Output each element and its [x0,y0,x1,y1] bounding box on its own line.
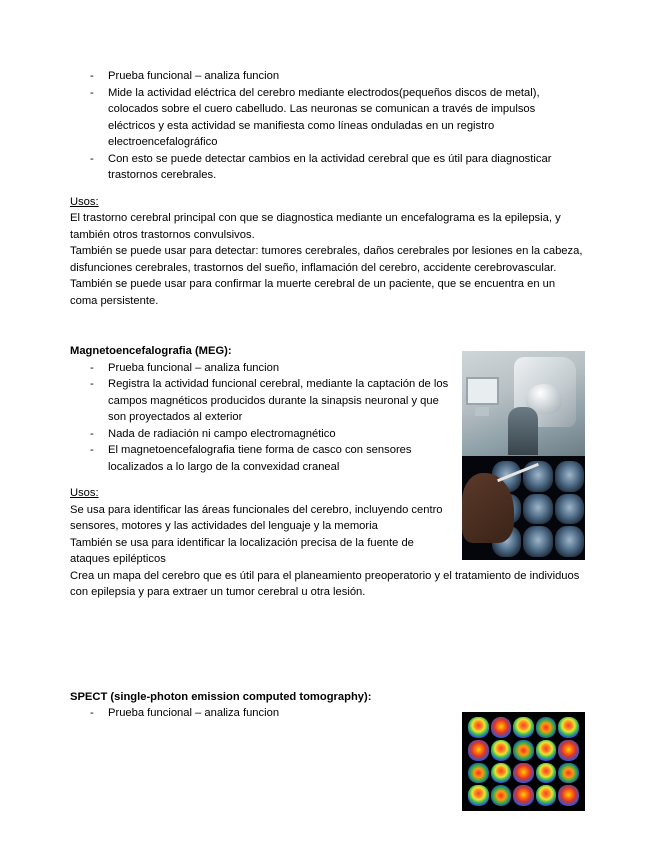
spect-scan-slice [468,763,489,784]
spect-scan-slice [513,763,534,784]
spect-scan-grid [468,717,579,806]
eeg-bullet-list [70,68,585,184]
eeg-usos-label: Usos: [70,195,99,208]
meg-heading: Magnetoencefalografia (MEG): [70,345,232,357]
bullet-dash: - [90,86,94,99]
technician-figure [508,407,538,455]
bullet-dash: - [90,427,94,440]
spect-scan-slice [536,785,557,806]
list-item-text: El magnetoencefalografia tiene forma de casco con sensores localizados a lo largo de la convexidad craneal [108,444,412,473]
monitor-icon [466,377,499,405]
spect-scan-slice [513,740,534,761]
list-item-text: Prueba funcional – analiza funcion [108,361,280,374]
spect-scan-slice [491,763,512,784]
spect-scan-slice [491,740,512,761]
list-item [70,85,585,151]
bullet-dash: - [90,378,94,390]
spect-scan-slice [558,785,579,806]
meg-photo-scanner-scene [462,351,585,456]
brain-scan-slice [523,494,552,525]
list-item-text: Con esto se puede detectar cambios en la actividad cerebral que es útil para diagnosticar trastornos cerebrales. [108,152,552,181]
bullet-dash: - [90,152,94,165]
spect-scan-slice [468,740,489,761]
list-item [70,376,455,426]
spect-scan-slice [468,717,489,738]
list-item-text: Registra la actividad funcional cerebral, mediante la captación de los campos magnéticos producidos durante la sinapsis neuronal y que son proyectados al exterior [108,378,449,423]
list-item [70,151,585,184]
brain-scan-slice [555,494,584,525]
bullet-dash: - [90,707,94,719]
spect-scan-slice [513,717,534,738]
brain-scan-slice [555,461,584,492]
eeg-usos-paragraph: También se puede usar para detectar: tumores cerebrales, daños cerebrales por lesiones en la cabeza, disfunciones cerebrales, trastornos del sueño, inflamación del cerebro, accidente cerebrovascular. [70,245,583,274]
bullet-dash: - [90,70,94,82]
meg-usos-paragraph: También se usa para identificar la localización precisa de la fuente de ataques epilépticos [70,536,414,565]
spect-scan-slice [558,763,579,784]
spect-photo [462,712,585,811]
list-item [70,426,455,443]
spect-scan-slice [536,763,557,784]
spect-scan-slice [491,785,512,806]
meg-usos-paragraph: Crea un mapa del cerebro que es útil para el planeamiento preoperatorio y el tratamiento de individuos con epilepsia y para extraer un tumor cerebral u otra lesión. [70,569,580,598]
list-item-text: Prueba funcional – analiza funcion [108,70,280,82]
spacer [70,184,585,194]
spect-scan-slice [468,785,489,806]
spect-scan-slice [536,740,557,761]
spacer [70,309,585,343]
brain-scan-slice [555,526,584,557]
meg-bullet-list [70,360,455,476]
meg-usos-paragraph: Se usa para identificar las áreas funcionales del cerebro, incluyendo centro sensores, motores y las actividades del lenguaje y la memoria [70,503,443,532]
spect-scan-slice [491,717,512,738]
eeg-usos-paragraph: También se puede usar para confirmar la muerte cerebral de un paciente, que se encuentra en un coma persistente. [70,278,556,307]
list-item-text: Mide la actividad eléctrica del cerebro mediante electrodos(pequeños discos de metal), colocados sobre el cuero cabelludo. Las neuronas se comunican a través de impulsos eléctricos y esta actividad se manifiesta como líneas onduladas en un registro electroencefalográfico [108,86,540,148]
spect-bullet-list [70,705,455,722]
list-item [70,68,585,85]
spect-scan-slice [513,785,534,806]
list-item [70,442,455,475]
spect-scan-slice [536,717,557,738]
list-item [70,360,455,377]
spect-scan-slice [558,717,579,738]
spect-heading: SPECT (single-photon emission computed tomography): [70,690,372,703]
meg-photo [462,351,585,560]
spect-scan-slice [558,740,579,761]
spacer [70,601,585,689]
list-item-text: Nada de radiación ni campo electromagnético [108,427,336,440]
list-item-text: Prueba funcional – analiza funcion [108,707,280,719]
list-item [70,705,455,722]
bullet-dash: - [90,444,94,456]
brain-scan-slice [523,526,552,557]
bullet-dash: - [90,361,94,374]
meg-usos-label: Usos: [70,487,99,499]
eeg-usos-paragraph: El trastorno cerebral principal con que se diagnostica mediante un encefalograma es la epilepsia, y también otros trastornos convulsivos. [70,212,561,241]
